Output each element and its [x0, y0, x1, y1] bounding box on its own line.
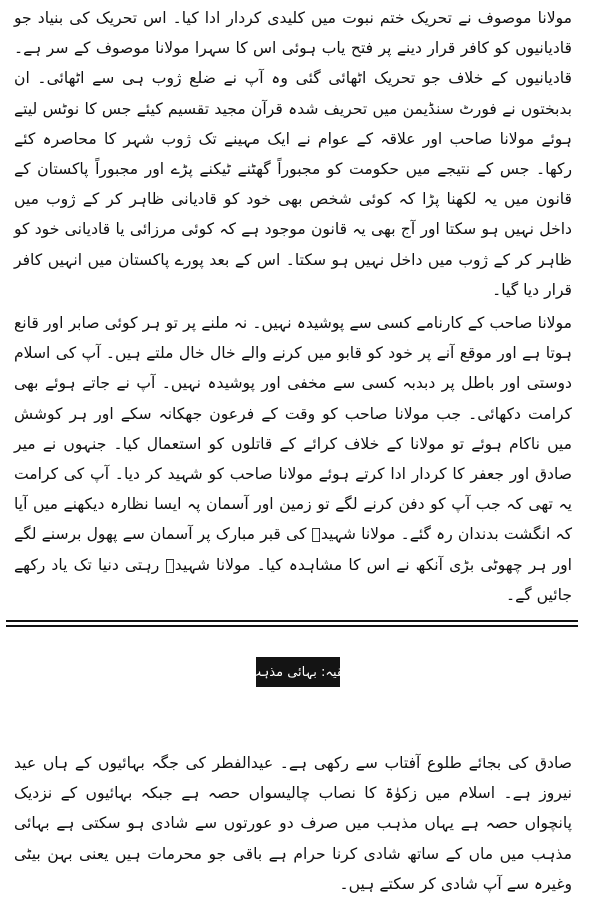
paragraph-karamat: مولانا صاحب کے کارنامے کسی سے پوشیدہ نہیں۔ نہ ملنے پر تو ہر کوئی صابر اور قانع ہوتا ہے اور موقع آنے پر خود کو قابو میں کرنے والے خال خال ملتے ہیں۔ آپ کی اسلام دوستی اور باطل پر دبدبہ کسی سے مخفی اور پوشیدہ نہیں۔ آپ نے جاتے ہوئے بھی کرامت دکھائی۔ جب مولانا صاحب کو وقت کے فرعون جھکانہ سکے اور ہر کوشش میں ناکام ہوئے تو مولانا کے خلاف کرائے کے قاتلوں کو استعمال کیا۔ جنہوں نے میر صادق اور جعفر کا کردار ادا کرتے ہوئے مولانا صاحب کو شہید کر دیا۔ آپ کی کرامت یہ تھی کہ جب آپ کو دفن کرنے لگے تو زمین اور آسمان پہ ایسا نظارہ دیکھنے میں آیا کہ انگشت بدندان رہ گئے۔ مولانا شہیدؒ کی قبر مبارک پر آسمان سے پھول برسنے لگے اور ہر چھوٹی بڑی آنکھ نے اس کا مشاہدہ کیا۔ مولانا شہیدؒ رہتی دنیا تک یاد رکھے جائیں گے۔ [14, 314, 572, 604]
paragraph-bahai-mazhab: صادق کی بجائے طلوع آفتاب سے رکھی ہے۔ عیدالفطر کی جگہ بہائیوں کے ہاں عید نیروز ہے۔ اسلام میں زکوٰۃ کا نصاب چالیسواں حصہ ہے جبکہ بہائیوں کے نزدیک پانچواں حصہ ہے یہاں مذہب میں صرف دو عورتوں سے شادی ہو سکتی ہے بہائی مذہب میں ماں کے ساتھ شادی کرنا حرام ہے باقی جو محرمات ہیں یعنی بہن بیٹی وغیرہ سے آپ شادی کر سکتے ہیں۔ [14, 754, 572, 893]
section-divider [6, 620, 578, 628]
continuation-heading: بقیہ: بہائی مذہب [256, 657, 340, 687]
article-body-top [14, 3, 572, 305]
article-body-bahai [14, 748, 572, 899]
paragraph-khatm-e-nabuwwat: مولانا موصوف نے تحریک ختم نبوت میں کلیدی کردار ادا کیا۔ اس تحریک کی بنیاد جو قادیانیوں کو کافر قرار دینے پر فتح یاب ہوئی اس کا سہرا مولانا موصوف کے سر ہے۔ قادیانیوں کے خلاف جو تحریک اٹھائی گئی وہ آپ نے ضلع ژوب ہی سے اٹھائی۔ ان بدبختوں نے فورٹ سنڈیمن میں تحریف شدہ قرآن مجید تقسیم کیئے جس کا نوٹس لیتے ہوئے مولانا صاحب اور علاقہ کے عوام نے ایک مہینے تک ژوب شہر کا محاصرہ کئے رکھا۔ جس کے نتیجے میں حکومت کو مجبوراً گھٹنے ٹیکنے پڑے اور مجبوراً پاکستان کے قانون میں یہ لکھنا پڑا کہ کوئی شخص بھی خود کو قادیانی ظاہر کر کے ژوب میں داخل نہیں ہو سکتا اور آج بھی یہ قانون موجود ہے کہ کوئی مرزائی یا قادیانی خود کو ظاہر کر کے ژوب میں داخل نہیں ہو سکتا۔ اس کے بعد پورے پاکستان میں انہیں کافر قرار دیا گیا۔ [14, 9, 572, 299]
article-body-karnamay [14, 308, 572, 610]
divider-line-bottom [6, 625, 578, 627]
divider-line-top [6, 620, 578, 622]
